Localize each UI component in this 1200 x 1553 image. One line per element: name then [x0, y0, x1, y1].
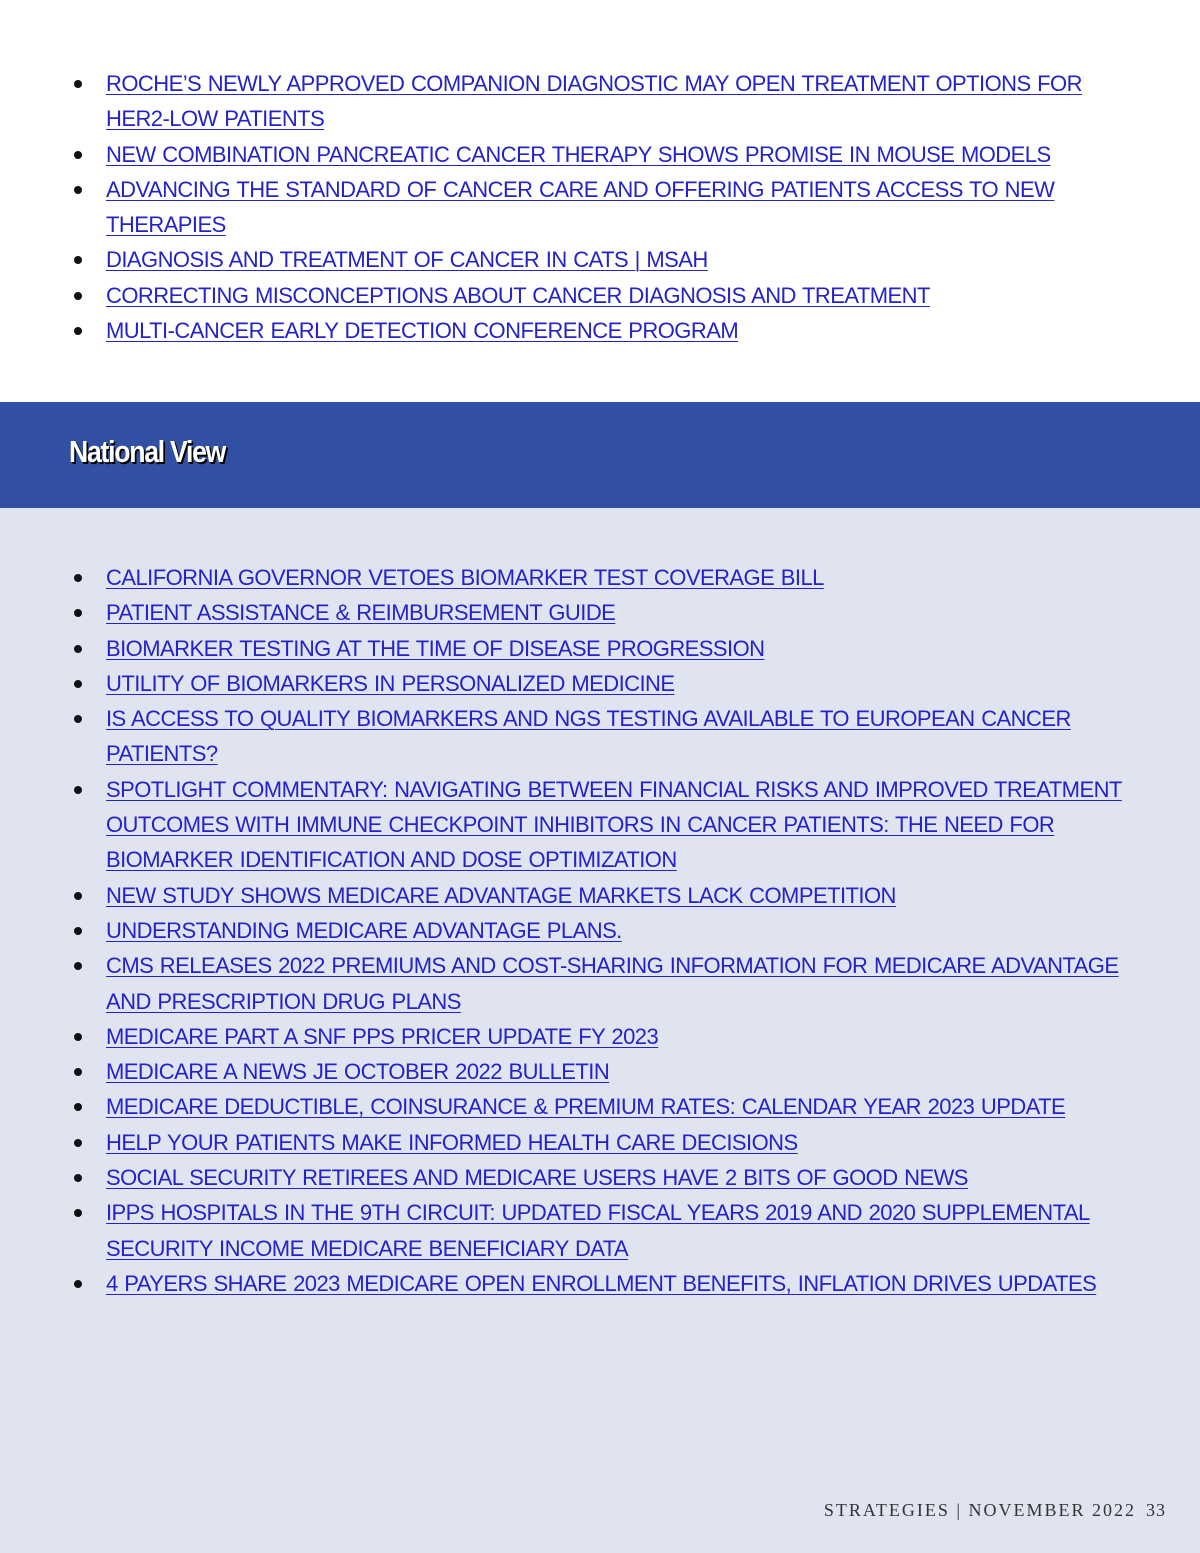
bullet-icon [74, 927, 82, 935]
article-link[interactable]: CMS RELEASES 2022 PREMIUMS AND COST-SHARING INFORMATION FOR MEDICARE ADVANTAGE AND PRESCRIPTION DRUG PLANS [106, 953, 1119, 1014]
footer-publication: STRATEGIES | NOVEMBER 2022 [823, 1500, 1136, 1520]
list-item [0, 1195, 1200, 1266]
article-link[interactable]: ROCHE’S NEWLY APPROVED COMPANION DIAGNOSTIC MAY OPEN TREATMENT OPTIONS FOR HER2-LOW PATIENTS [106, 71, 1082, 132]
section-title: National View [69, 434, 226, 469]
article-link[interactable]: SOCIAL SECURITY RETIREES AND MEDICARE USERS HAVE 2 BITS OF GOOD NEWS [106, 1165, 968, 1191]
list-item [0, 1089, 1200, 1124]
bullet-icon [74, 1174, 82, 1182]
list-item [0, 913, 1200, 948]
article-link[interactable]: HELP YOUR PATIENTS MAKE INFORMED HEALTH CARE DECISIONS [106, 1129, 798, 1155]
article-link[interactable]: UNDERSTANDING MEDICARE ADVANTAGE PLANS. [106, 917, 622, 943]
article-link[interactable]: ADVANCING THE STANDARD OF CANCER CARE AND OFFERING PATIENTS ACCESS TO NEW THERAPIES [106, 176, 1055, 238]
bullet-icon [74, 892, 82, 900]
list-item [0, 1160, 1200, 1195]
bullet-icon [74, 186, 82, 194]
bullet-icon [74, 80, 82, 88]
national-link-list [0, 560, 1200, 1301]
bullet-icon [74, 256, 82, 264]
bullet-icon [74, 327, 82, 335]
article-link[interactable]: MEDICARE A NEWS JE OCTOBER 2022 BULLETIN [106, 1059, 610, 1085]
list-item [0, 878, 1200, 913]
list-item [0, 242, 1200, 277]
article-link[interactable]: UTILITY OF BIOMARKERS IN PERSONALIZED MEDICINE [106, 670, 675, 696]
list-item [0, 948, 1200, 1019]
bullet-icon [74, 1068, 82, 1076]
bullet-icon [74, 1209, 82, 1217]
list-item [0, 1125, 1200, 1160]
bullet-icon [74, 786, 82, 794]
bullet-icon [74, 292, 82, 300]
list-item [0, 66, 1200, 137]
bullet-icon [74, 962, 82, 970]
article-link[interactable]: 4 PAYERS SHARE 2023 MEDICARE OPEN ENROLLMENT BENEFITS, INFLATION DRIVES UPDATES [106, 1270, 1097, 1296]
article-link[interactable]: MEDICARE DEDUCTIBLE, COINSURANCE & PREMIUM RATES: CALENDAR YEAR 2023 UPDATE [106, 1094, 1066, 1120]
page-number: 33 [1146, 1500, 1166, 1520]
bullet-icon [74, 151, 82, 159]
list-item [0, 666, 1200, 701]
bullet-icon [74, 574, 82, 582]
article-link[interactable]: CORRECTING MISCONCEPTIONS ABOUT CANCER DIAGNOSIS AND TREATMENT [106, 282, 930, 308]
bullet-icon [74, 645, 82, 653]
list-item [0, 631, 1200, 666]
article-link[interactable]: IS ACCESS TO QUALITY BIOMARKERS AND NGS TESTING AVAILABLE TO EUROPEAN CANCER PATIENTS? [106, 706, 1071, 767]
bullet-icon [74, 1280, 82, 1288]
article-link[interactable]: MEDICARE PART A SNF PPS PRICER UPDATE FY 2023 [106, 1023, 659, 1049]
list-item [0, 1266, 1200, 1301]
list-item [0, 172, 1200, 243]
article-link[interactable]: NEW STUDY SHOWS MEDICARE ADVANTAGE MARKETS LACK COMPETITION [106, 882, 896, 908]
article-link[interactable]: IPPS HOSPITALS IN THE 9TH CIRCUIT: UPDATED FISCAL YEARS 2019 AND 2020 SUPPLEMENTAL SECURITY INCOME MEDICARE BENEFICIARY DATA [106, 1200, 1090, 1261]
page-footer [824, 1500, 1166, 1521]
bullet-icon [74, 1033, 82, 1041]
list-item [0, 772, 1200, 878]
list-item [0, 560, 1200, 595]
top-link-list [0, 66, 1200, 348]
article-link[interactable]: BIOMARKER TESTING AT THE TIME OF DISEASE PROGRESSION [106, 635, 765, 661]
article-link[interactable]: NEW COMBINATION PANCREATIC CANCER THERAPY SHOWS PROMISE IN MOUSE MODELS [106, 141, 1051, 167]
list-item [0, 1054, 1200, 1089]
list-item [0, 1019, 1200, 1054]
list-item [0, 701, 1200, 772]
article-link[interactable]: CALIFORNIA GOVERNOR VETOES BIOMARKER TEST COVERAGE BILL [106, 565, 824, 590]
list-item [0, 313, 1200, 348]
article-link[interactable]: PATIENT ASSISTANCE & REIMBURSEMENT GUIDE [106, 600, 616, 626]
article-link[interactable]: SPOTLIGHT COMMENTARY: NAVIGATING BETWEEN FINANCIAL RISKS AND IMPROVED TREATMENT OUTCOMES WITH IMMUNE CHECKPOINT INHIBITORS IN CANCER PATIENTS: THE NEED FOR BIOMARKER IDENTIFICATION AND DOSE OPTIMIZATION [106, 776, 1122, 873]
bullet-icon [74, 1139, 82, 1147]
list-item [0, 278, 1200, 313]
article-link[interactable]: MULTI-CANCER EARLY DETECTION CONFERENCE PROGRAM [106, 318, 739, 344]
article-link[interactable]: DIAGNOSIS AND TREATMENT OF CANCER IN CATS | MSAH [106, 247, 708, 273]
bullet-icon [74, 609, 82, 617]
bullet-icon [74, 680, 82, 688]
list-item [0, 137, 1200, 172]
bullet-icon [74, 1103, 82, 1111]
list-item [0, 595, 1200, 630]
bullet-icon [74, 715, 82, 723]
